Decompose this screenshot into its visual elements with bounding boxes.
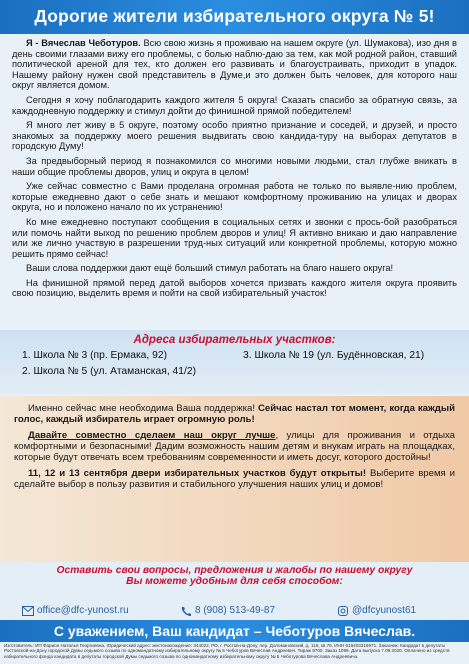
letter-paragraph-7: Ваши слова поддержки дают ещё больший стимул работать на благо нашего округа! [26,263,394,274]
appeal-together-rest: , улицы для проживания и отдыха комфортными и безопасными! Дадим возможность нашим детям и внукам играть на площадках, которые будут отвечать всем требованиям современности и иметь досуг, которого достойны! [14,430,455,463]
contact-instagram-text: @dfcyunost61 [352,605,417,616]
letter-paragraph-3: Я много лет живу в 5 округе, поэтому особо приятно признание и соседей, и друзей, и просто знакомых за поддержку моего решения выдвигать свою кандида-туру на выборах депутатов в городскую Думу! [12,120,457,152]
contact-phone-text: 8 (908) 513-49-87 [195,605,276,616]
contact-email-text: office@dfc-yunost.ru [37,605,129,616]
candidate-letter [12,38,457,361]
contact-instagram[interactable] [337,605,416,616]
polling-addresses [0,330,469,394]
signature-text: С уважением, Ваш кандидат – Чеботуров Вячеслав. [53,623,416,639]
appeal-dates-rest: Выберите время и сделайте выбор в пользу развития и стабильного улучшения наших улиц и домов! [14,468,456,490]
letter-paragraph-4: За предвыборный период я познакомился со многими новыми людьми, стал глубже вникать в наши общие проблемы дворов, улиц и округа в целом! [12,155,457,177]
letter-paragraph-5: Уже сейчас совместно с Вами проделана огромная работа не только по выявле-нию проблем, которые ежедневно дают о себе знать и мешают комфортному проживанию на улицах и дворах округа, но и положено начало по их устранению! [12,181,457,213]
letter-paragraph-6: Ко мне ежедневно поступают сообщения в социальных сетях и звонки с прось-бой разобраться или помочь найти выход по решению проблем дворов и улиц! Я активно вникаю и даю направление или же лично участвую в разрешении труд-ных ситуаций или конкретной проблемы, которую можно решить прямо сейчас! [12,216,457,259]
appeal-moment-text: Сейчас настал тот момент, когда каждый голос, каждый избиратель играет огромную роль! [14,403,455,425]
appeal-paragraph-1 [0,403,469,425]
letter-paragraph-2: Сегодня я хочу поблагодарить каждого жителя 5 округа! Сказать спасибо за обратную связь, за каждодневную поддержку и стимул дойти до финишной прямой победителем! [12,94,457,116]
signature-banner [0,620,469,642]
legal-imprint: Изготовитель: ИП Фарион Наталья Георгиевна, Юридический адрес: местонахождение: 344022, РО, г. Ростов-на-Дону, пер. Доломановский, д. 116, кв.76, ИНН 616403318971. Заказчик: Кандидат в депутаты Ростовской-на-Дону городской Думы седьмого созыва по одномандатному избирательному округу № 5 Чеботуров Вячеслав Андреевич. Тираж 9700. Заказ 1099. Дата выпуска 7.09.2020. Оплачено из средств избирательного фонда кандидата в депутаты городской Думы седьмого созыва по одномандатному избирательному округу № 5 Чеботурова Вячеслава Андреевича. [4,643,450,659]
address-item-3: 3. Школа № 19 (ул. Будённовская, 21) [243,350,425,361]
page-title: Дорогие жители избирательного округа № 5! [34,6,435,26]
contact-email[interactable] [22,605,129,616]
address-item-1: 1. Школа № 3 (пр. Ермака, 92) [22,350,168,361]
contacts-section [0,562,469,604]
appeal-paragraph-3 [0,468,469,490]
appeal-paragraph-2 [0,430,469,463]
instagram-icon [337,606,349,616]
address-item-2: 2. Школа № 5 (ул. Атаманская, 41/2) [22,366,197,377]
addresses-title: Адреса избирательных участков: [133,334,336,346]
contacts-row [0,604,469,620]
appeal-together-text: Давайте совместно сделаем наш округ лучше [28,430,276,441]
contacts-heading-2: Вы можете удобным для себя способом: [126,576,343,587]
contacts-heading-1: Оставить свои вопросы, предложения и жалобы по нашему округу [56,565,413,576]
appeal-support-text: Именно сейчас мне необходима Ваша поддержка! [28,403,256,414]
phone-icon [180,606,192,616]
letter-intro-name: Я - Вячеслав Чеботуров. [26,38,141,48]
contact-phone[interactable] [180,605,275,616]
letter-paragraph-8: На финишной прямой перед датой выборов хочется призвать каждого жителя округа проявить свою позицию, выделить время и пойти на свой избирательный участок! [12,277,457,299]
email-icon [22,606,34,616]
letter-intro-text: Всю свою жизнь я проживаю на нашем округе (ул. Шумакова), изо дня в день своими глазами вижу его проблемы, с болью наблю-даю за тем, как мой родной район, ставший политической ареной для тех, кто должен его развивать и благоустраивать, приходит в упадок. Нашему району нужен свой представитель в Думе,и это должен быть человек, для которого наш округ является домом. [12,38,457,91]
appeal-section [0,396,469,562]
appeal-dates-text: 11, 12 и 13 сентября двери избирательных участков будут открыты! [28,468,367,479]
letter-paragraph-1 [12,38,457,91]
header-banner [0,0,469,34]
